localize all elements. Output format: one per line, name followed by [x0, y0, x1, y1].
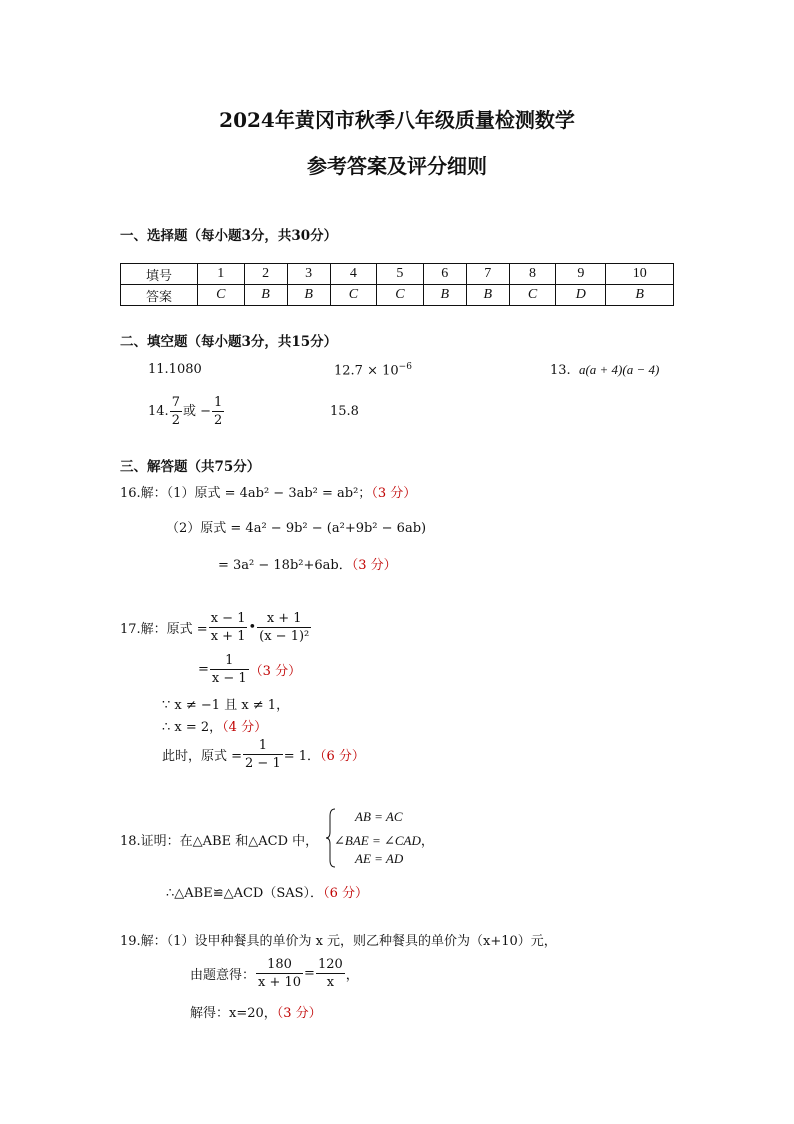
q19-statement: 19.解：（1）设甲种餐具的单价为 x 元，则乙种餐具的单价为（x+10）元， — [120, 934, 557, 949]
q17-conclusion-text: ∴ x = 2， — [162, 720, 223, 735]
q17-score-3: （6 分） — [320, 749, 365, 764]
q17-fraction-3: $\frac{1}{x - 1}$ — [211, 653, 247, 686]
q18-score: （6 分） — [323, 886, 368, 901]
q19-solution — [190, 1002, 322, 1021]
q17-score-2: （4 分） — [222, 720, 268, 735]
q16-part1-text: 16.解：（1）原式 = 4ab² − 3ab² = ab²； — [120, 486, 372, 501]
q19-solution-text: 解得：x=20， — [190, 1006, 277, 1021]
q16-part2: （2）原式 = 4a² − 9b² − (a²+9b² − 6ab) — [166, 521, 427, 536]
answer-q14 — [148, 394, 225, 429]
answer-cell: B — [606, 285, 674, 306]
question-number: 9 — [556, 264, 606, 285]
answer-cell: C — [509, 285, 556, 306]
q18-conclusion-text: ∴△ABE≌△ACD（SAS）． — [166, 886, 324, 901]
q16-part2-result-text: = 3a² − 18b²+6ab． — [218, 558, 352, 573]
q17-fraction-4: $\frac{1}{2 - 1}$ — [245, 738, 281, 771]
q14-fraction-1: $\frac{7}{2}$ — [171, 395, 180, 428]
q18-condition-2: ∠BAE = ∠CAD， — [334, 833, 434, 849]
answer-q11: 11.1080 — [148, 362, 202, 377]
q17-score-1: （3 分） — [249, 664, 302, 679]
q17-condition: ∵ x ≠ −1 且 x ≠ 1， — [162, 698, 290, 713]
q18-conclusion — [166, 882, 368, 901]
q13-number: 13. — [550, 363, 571, 378]
table-row-numbers — [121, 264, 674, 285]
question-number: 5 — [377, 264, 424, 285]
answer-table — [120, 263, 674, 306]
question-number: 10 — [606, 264, 674, 285]
question-number: 1 — [198, 264, 245, 285]
answer-cell: C — [377, 285, 424, 306]
q19-equals: = — [304, 966, 315, 981]
q17-equals: = — [198, 662, 209, 677]
answer-cell: C — [198, 285, 245, 306]
page-title: 2024年黄冈市秋季八年级质量检测数学 — [219, 108, 575, 132]
question-number: 4 — [330, 264, 377, 285]
answer-q15: 15.8 — [330, 404, 359, 419]
q14-fraction-2: $\frac{1}{2}$ — [214, 395, 223, 428]
q19-setup-prefix: 由题意得： — [190, 968, 256, 983]
question-number: 2 — [244, 264, 287, 285]
q14-number: 14. — [148, 404, 169, 419]
q12-exponent: −6 — [398, 362, 412, 372]
q18-condition-3: AE = AD — [355, 851, 404, 866]
section3-heading: 三、解答题（共75分） — [120, 459, 261, 475]
q16-score-1: （3 分） — [371, 486, 417, 501]
question-number: 8 — [509, 264, 556, 285]
q17-label: 17.解：原式 = — [120, 622, 208, 637]
q17-line2 — [198, 652, 301, 687]
q17-line1 — [120, 610, 312, 645]
answer-q12 — [334, 362, 412, 378]
answer-cell: B — [466, 285, 509, 306]
q19-setup-suffix: ， — [345, 968, 359, 983]
answer-cell: D — [556, 285, 606, 306]
q17-final — [162, 737, 365, 772]
q17-dot: • — [248, 620, 257, 635]
q19-fraction-1: $\frac{180}{x + 10}$ — [258, 957, 302, 990]
q16-part1 — [120, 482, 416, 501]
q18-statement: 18.证明：在△ABE 和△ACD 中， — [120, 834, 319, 849]
question-number: 7 — [466, 264, 509, 285]
q19-score: （3 分） — [276, 1006, 322, 1021]
page-subtitle: 参考答案及评分细则 — [307, 154, 487, 178]
q16-part2-result — [218, 554, 397, 573]
q19-equation — [190, 956, 359, 991]
table-row-answers — [121, 285, 674, 306]
q17-fraction-2: $\frac{x + 1}{\text{(x − 1)²}}$ — [259, 611, 310, 644]
header-label: 填号 — [121, 264, 198, 285]
q14-connector: 或 − — [182, 404, 211, 419]
q17-fraction-1: $\frac{x - 1}{x + 1}$ — [210, 611, 246, 644]
q19-fraction-2: $\frac{120}{x}$ — [317, 957, 343, 990]
q16-score-2: （3 分） — [351, 558, 397, 573]
answer-cell: B — [423, 285, 466, 306]
question-number: 6 — [423, 264, 466, 285]
answer-cell: B — [244, 285, 287, 306]
section1-heading: 一、选择题（每小题3分，共30分） — [120, 228, 338, 244]
q17-final-prefix: 此时，原式 = — [162, 749, 243, 764]
section2-heading: 二、填空题（每小题3分，共15分） — [120, 334, 338, 350]
answer-q13 — [550, 362, 659, 378]
q17-conclusion — [162, 716, 267, 735]
question-number: 3 — [287, 264, 330, 285]
answer-cell: C — [330, 285, 377, 306]
q18-condition-1: AB = AC — [355, 809, 403, 824]
q17-final-suffix: = 1． — [283, 749, 321, 764]
answer-cell: B — [287, 285, 330, 306]
q13-expression: a(a + 4)(a − 4) — [578, 362, 660, 377]
answer-label: 答案 — [121, 285, 198, 306]
q12-base: 12.7 × 10 — [334, 363, 399, 379]
